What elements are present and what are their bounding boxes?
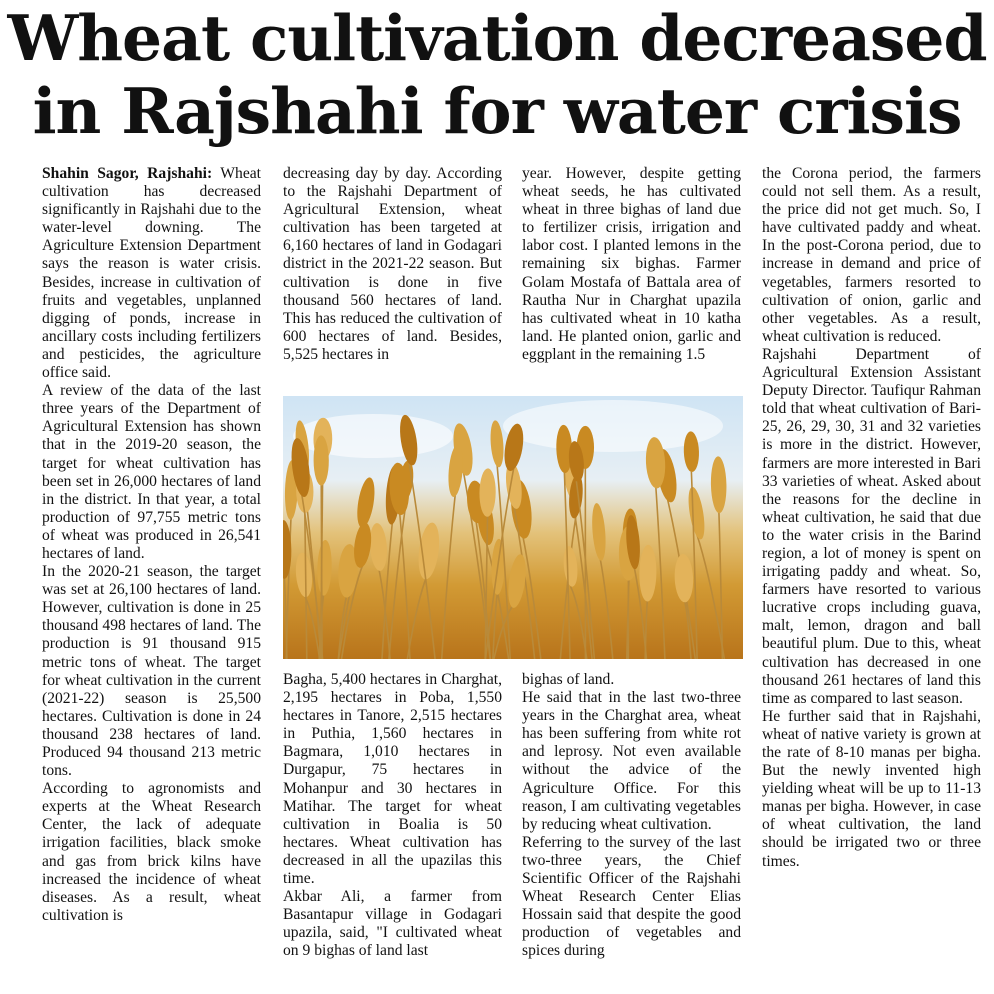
headline: Wheat cultivation decreased in Rajshahi for water crisis bbox=[7, 1, 987, 148]
wheat-stem bbox=[399, 509, 410, 659]
wheat-head bbox=[686, 486, 708, 541]
wheat-stem bbox=[321, 480, 322, 659]
wheat-stem bbox=[599, 552, 613, 659]
paragraph: According to agronomists and experts at the Wheat Research Center, the lack of adequate irrigation facilities, black smoke and gas from brick kilns have increased the incidence of wheat diseases. As a result, wheat cultivation is bbox=[42, 780, 261, 924]
column-1 bbox=[42, 165, 261, 980]
wheat-head bbox=[479, 468, 496, 517]
paragraph: Rajshahi Department of Agricultural Extension Assistant Deputy Director. Taufiqur Rahman told that wheat cultivation of Bari-25, 26, 29, 30, 31 and 32 varieties is more in the district. However, farmers are more interested in Bari 33 varieties of wheat. Asked about the reasons for the decline in wheat cultivation, he said that due to the water crisis in the Barind region, a lot of money is spent on irrigating paddy and wheat. So, farmers have resorted to various lucrative crops including guava, malt, lemon, dragon and ball beautiful plum. Due to this, wheat cultivation has decreased in one thousand 261 hectares of land this time as compared to last season. bbox=[762, 345, 981, 707]
wheat-stem bbox=[305, 511, 307, 659]
paragraph: He further said that in Rajshahi, wheat of native variety is grown at the rate of 8-10 manas per bigha. But the newly invented high yielding wheat will be up to 11-13 manas per bigha. However, in case of wheat cultivation, the land should be irrigated two or three times. bbox=[762, 707, 981, 870]
wheat-head bbox=[368, 523, 388, 572]
wheat-field-photo bbox=[283, 396, 743, 659]
paragraph: Akbar Ali, a farmer from Basantapur village in Godagari upazila, said, "I cultivated wheat on 9 bighas of land last bbox=[283, 888, 502, 960]
column-3-bottom bbox=[522, 671, 741, 980]
wheat-stem bbox=[656, 483, 665, 659]
paragraph: A review of the data of the last three years of the Department of Agricultural Extension has shown that in the 2019-20 season, the target for wheat cultivation has been set in 26,000 hectares of land in the district. In that year, a total production of 97,755 metric tons of wheat was produced in 26,541 hectares of land. bbox=[42, 382, 261, 562]
wheat-head bbox=[710, 456, 727, 513]
column-2-bottom bbox=[283, 671, 502, 980]
lead-text: Wheat cultivation has decreased significantly in Rajshahi due to the water-level downing. The Agriculture Extension Department says the reason is water crisis. Besides, increase in cultivation of fruits and vegetables, unplanned digging of ponds, increase in ancillary costs including fertilizers and pesticides, the agriculture office said. bbox=[42, 165, 261, 382]
wheat-head bbox=[316, 540, 332, 596]
paragraph: bighas of land. bbox=[522, 671, 615, 688]
paragraph bbox=[42, 165, 261, 382]
paragraph: He said that in the last two-three years in the Charghat area, wheat has been suffering from white rot and leprosy. Not even available without the advice of the Agriculture Office. For this reason, I am cultivating vegetables by reducing wheat cultivation. bbox=[522, 689, 741, 833]
wheat-head bbox=[489, 420, 505, 468]
paragraph: year. However, despite getting wheat seeds, he has cultivated wheat in three bighas of land due to fertilizer crisis, irrigation and labor cost. I planted lemons in the remaining six bighas. Farmer Golam Mostafa of Battala area of Rautha Nur in Charghat upazila has cultivated wheat in 10 katha land. He planted onion, garlic and eggplant in the remaining 1.5 bbox=[522, 165, 741, 363]
column-3-top bbox=[522, 165, 741, 385]
wheat-head bbox=[639, 545, 657, 602]
wheat-stem bbox=[521, 529, 540, 659]
paragraph: Bagha, 5,400 hectares in Charghat, 2,195 hectares in Poba, 1,550 hectares in Tanore, 2,515 hectares in Puthia, 1,560 hectares in Bagmara, 1,010 hectares in Durgapur, 75 hectares in Mohanpur and 30 hectares in Matihar. The target for wheat cultivation in Boalia is 50 hectares. Wheat cultivation has decreased in all the upazilas this time. bbox=[283, 671, 502, 888]
wheat-head bbox=[674, 554, 694, 603]
column-2-top bbox=[283, 165, 502, 385]
wheat-stem bbox=[284, 569, 287, 659]
byline: Shahin Sagor, Rajshahi: bbox=[42, 165, 213, 182]
paragraph: Referring to the survey of the last two-three years, the Chief Scientific Officer of the Rajshahi Wheat Research Center Elias Hossain said that despite the good production of vegetables and spices during bbox=[522, 833, 741, 960]
wheat-stem bbox=[442, 491, 456, 659]
wheat-head bbox=[562, 546, 579, 588]
paragraph: In the 2020-21 season, the target was set at 26,100 hectares of land. However, cultivation is done in 25 thousand 498 hectares of land. The production is 91 thousand 915 metric tons of wheat. The target for wheat cultivation in the current (2021-22) season is 25,500 hectares. Cultivation is done in 24 thousand 238 hectares of land. Produced 94 thousand 213 metric tons. bbox=[42, 563, 261, 780]
paragraph: decreasing day by day. According to the Rajshahi Department of Agricultural Extension, wheat cultivation has been targeted at 6,160 hectares of land in Godagari district in the 2021-22 season. But cultivation is done in five thousand 560 hectares of land. This has reduced the cultivation of 600 hectares of land. Besides, 5,525 hectares in bbox=[283, 165, 502, 363]
wheat-head bbox=[354, 476, 377, 529]
wheat-head bbox=[590, 503, 607, 561]
wheat-illustration bbox=[283, 396, 743, 659]
wheat-stem bbox=[494, 601, 517, 659]
paragraph: the Corona period, the farmers could not sell them. As a result, the price did not get much. So, I have cultivated paddy and wheat. In the post-Corona period, due to increase in demand and price of vegetables, farmers resorted to cultivation of onion, garlic and other vegetables. As a result, wheat cultivation is reduced. bbox=[762, 165, 981, 345]
wheat-stem bbox=[571, 586, 587, 659]
column-4 bbox=[762, 165, 981, 980]
